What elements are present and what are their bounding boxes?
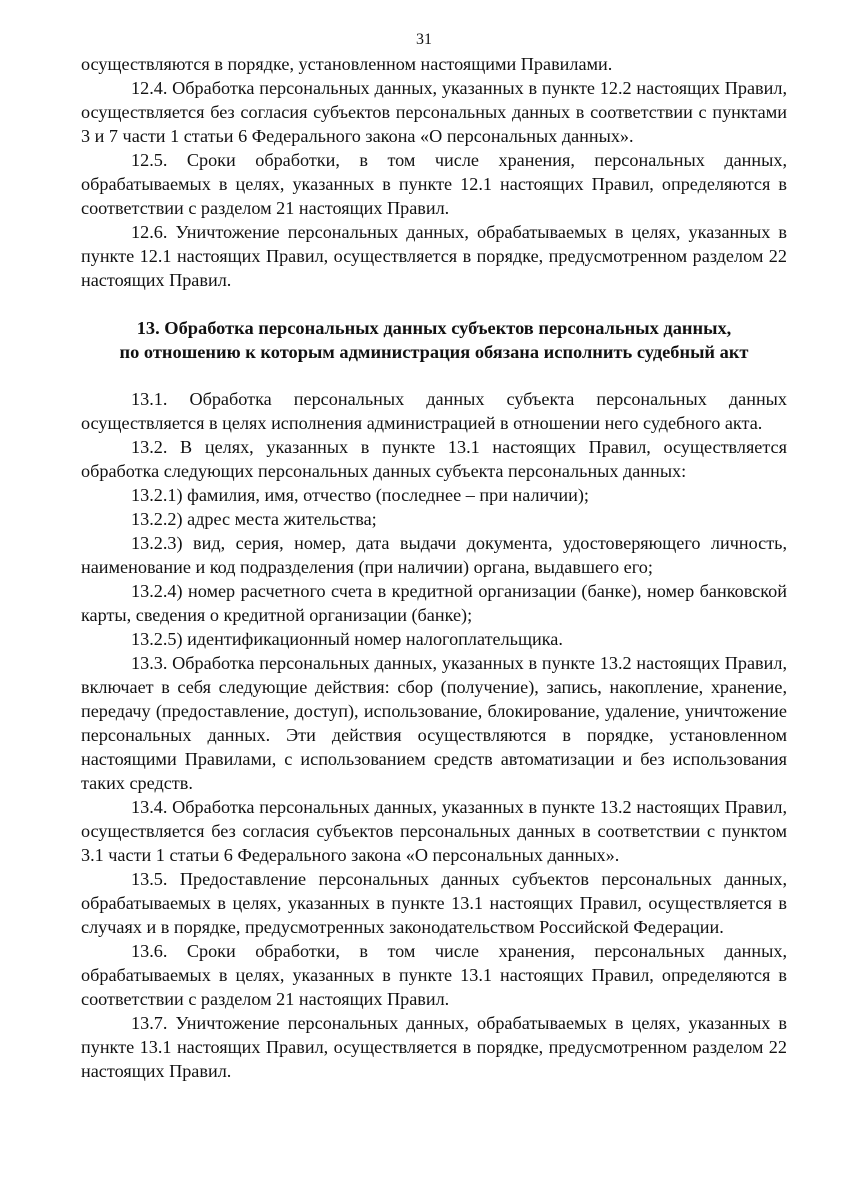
paragraph-13-4: 13.4. Обработка персональных данных, указанных в пункте 13.2 настоящих Правил, осуществляется без согласия субъектов персональных данных в соответствии с пунктом 3.1 части 1 статьи 6 Федерального закона «О персональных данных». <box>81 797 787 865</box>
paragraph-13-6: 13.6. Сроки обработки, в том числе хранения, персональных данных, обрабатываемых в целях, указанных в пункте 13.1 настоящих Правил, определяются в соответствии с разделом 21 настоящих Правил. <box>81 941 787 1009</box>
section-13-heading-line-1: 13. Обработка персональных данных субъектов персональных данных, <box>136 318 732 338</box>
paragraph-13-5: 13.5. Предоставление персональных данных субъектов персональных данных, обрабатываемых в целях, указанных в пункте 13.1 настоящих Правил, осуществляется в случаях и в порядке, предусмотренных законодательством Российской Федерации. <box>81 869 787 937</box>
paragraph-13-2: 13.2. В целях, указанных в пункте 13.1 настоящих Правил, осуществляется обработка следующих персональных данных субъекта персональных данных: <box>81 437 787 481</box>
list-item-13-2-2: 13.2.2) адрес места жительства; <box>131 509 377 529</box>
paragraph-13-3: 13.3. Обработка персональных данных, указанных в пункте 13.2 настоящих Правил, включает в себя следующие действия: сбор (получение), запись, накопление, хранение, передачу (предоставление, доступ), использование, блокирование, удаление, уничтожение персональных данных. Эти действия осуществляются в порядке, установленном настоящими Правилами, с использованием средств автоматизации и без использования таких средств. <box>81 653 787 793</box>
paragraph-continuation: осуществляются в порядке, установленном настоящими Правилами. <box>81 54 613 74</box>
section-13-heading <box>81 316 787 364</box>
list-item-13-2-3: 13.2.3) вид, серия, номер, дата выдачи документа, удостоверяющего личность, наименование и код подразделения (при наличии) органа, выдавшего его; <box>81 533 787 577</box>
paragraph-13-1: 13.1. Обработка персональных данных субъекта персональных данных осуществляется в целях исполнения администрацией в отношении него судебного акта. <box>81 389 787 433</box>
paragraph-12-4: 12.4. Обработка персональных данных, указанных в пункте 12.2 настоящих Правил, осуществляется без согласия субъектов персональных данных в соответствии с пунктами 3 и 7 части 1 статьи 6 Федерального закона «О персональных данных». <box>81 78 787 146</box>
list-item-13-2-4: 13.2.4) номер расчетного счета в кредитной организации (банке), номер банковской карты, сведения о кредитной организации (банке); <box>81 581 787 625</box>
list-item-13-2-1: 13.2.1) фамилия, имя, отчество (последнее – при наличии); <box>131 485 589 505</box>
page-number: 31 <box>416 31 432 48</box>
list-item-13-2-5: 13.2.5) идентификационный номер налогоплательщика. <box>131 629 563 649</box>
paragraph-12-6: 12.6. Уничтожение персональных данных, обрабатываемых в целях, указанных в пункте 12.1 настоящих Правил, осуществляется в порядке, предусмотренном разделом 22 настоящих Правил. <box>81 222 787 290</box>
section-13-heading-line-2: по отношению к которым администрация обязана исполнить судебный акт <box>119 342 749 362</box>
paragraph-13-7: 13.7. Уничтожение персональных данных, обрабатываемых в целях, указанных в пункте 13.1 настоящих Правил, осуществляется в порядке, предусмотренном разделом 22 настоящих Правил. <box>81 1013 787 1081</box>
paragraph-12-5: 12.5. Сроки обработки, в том числе хранения, персональных данных, обрабатываемых в целях, указанных в пункте 12.1 настоящих Правил, определяются в соответствии с разделом 21 настоящих Правил. <box>81 150 787 218</box>
document-body <box>81 52 787 1083</box>
